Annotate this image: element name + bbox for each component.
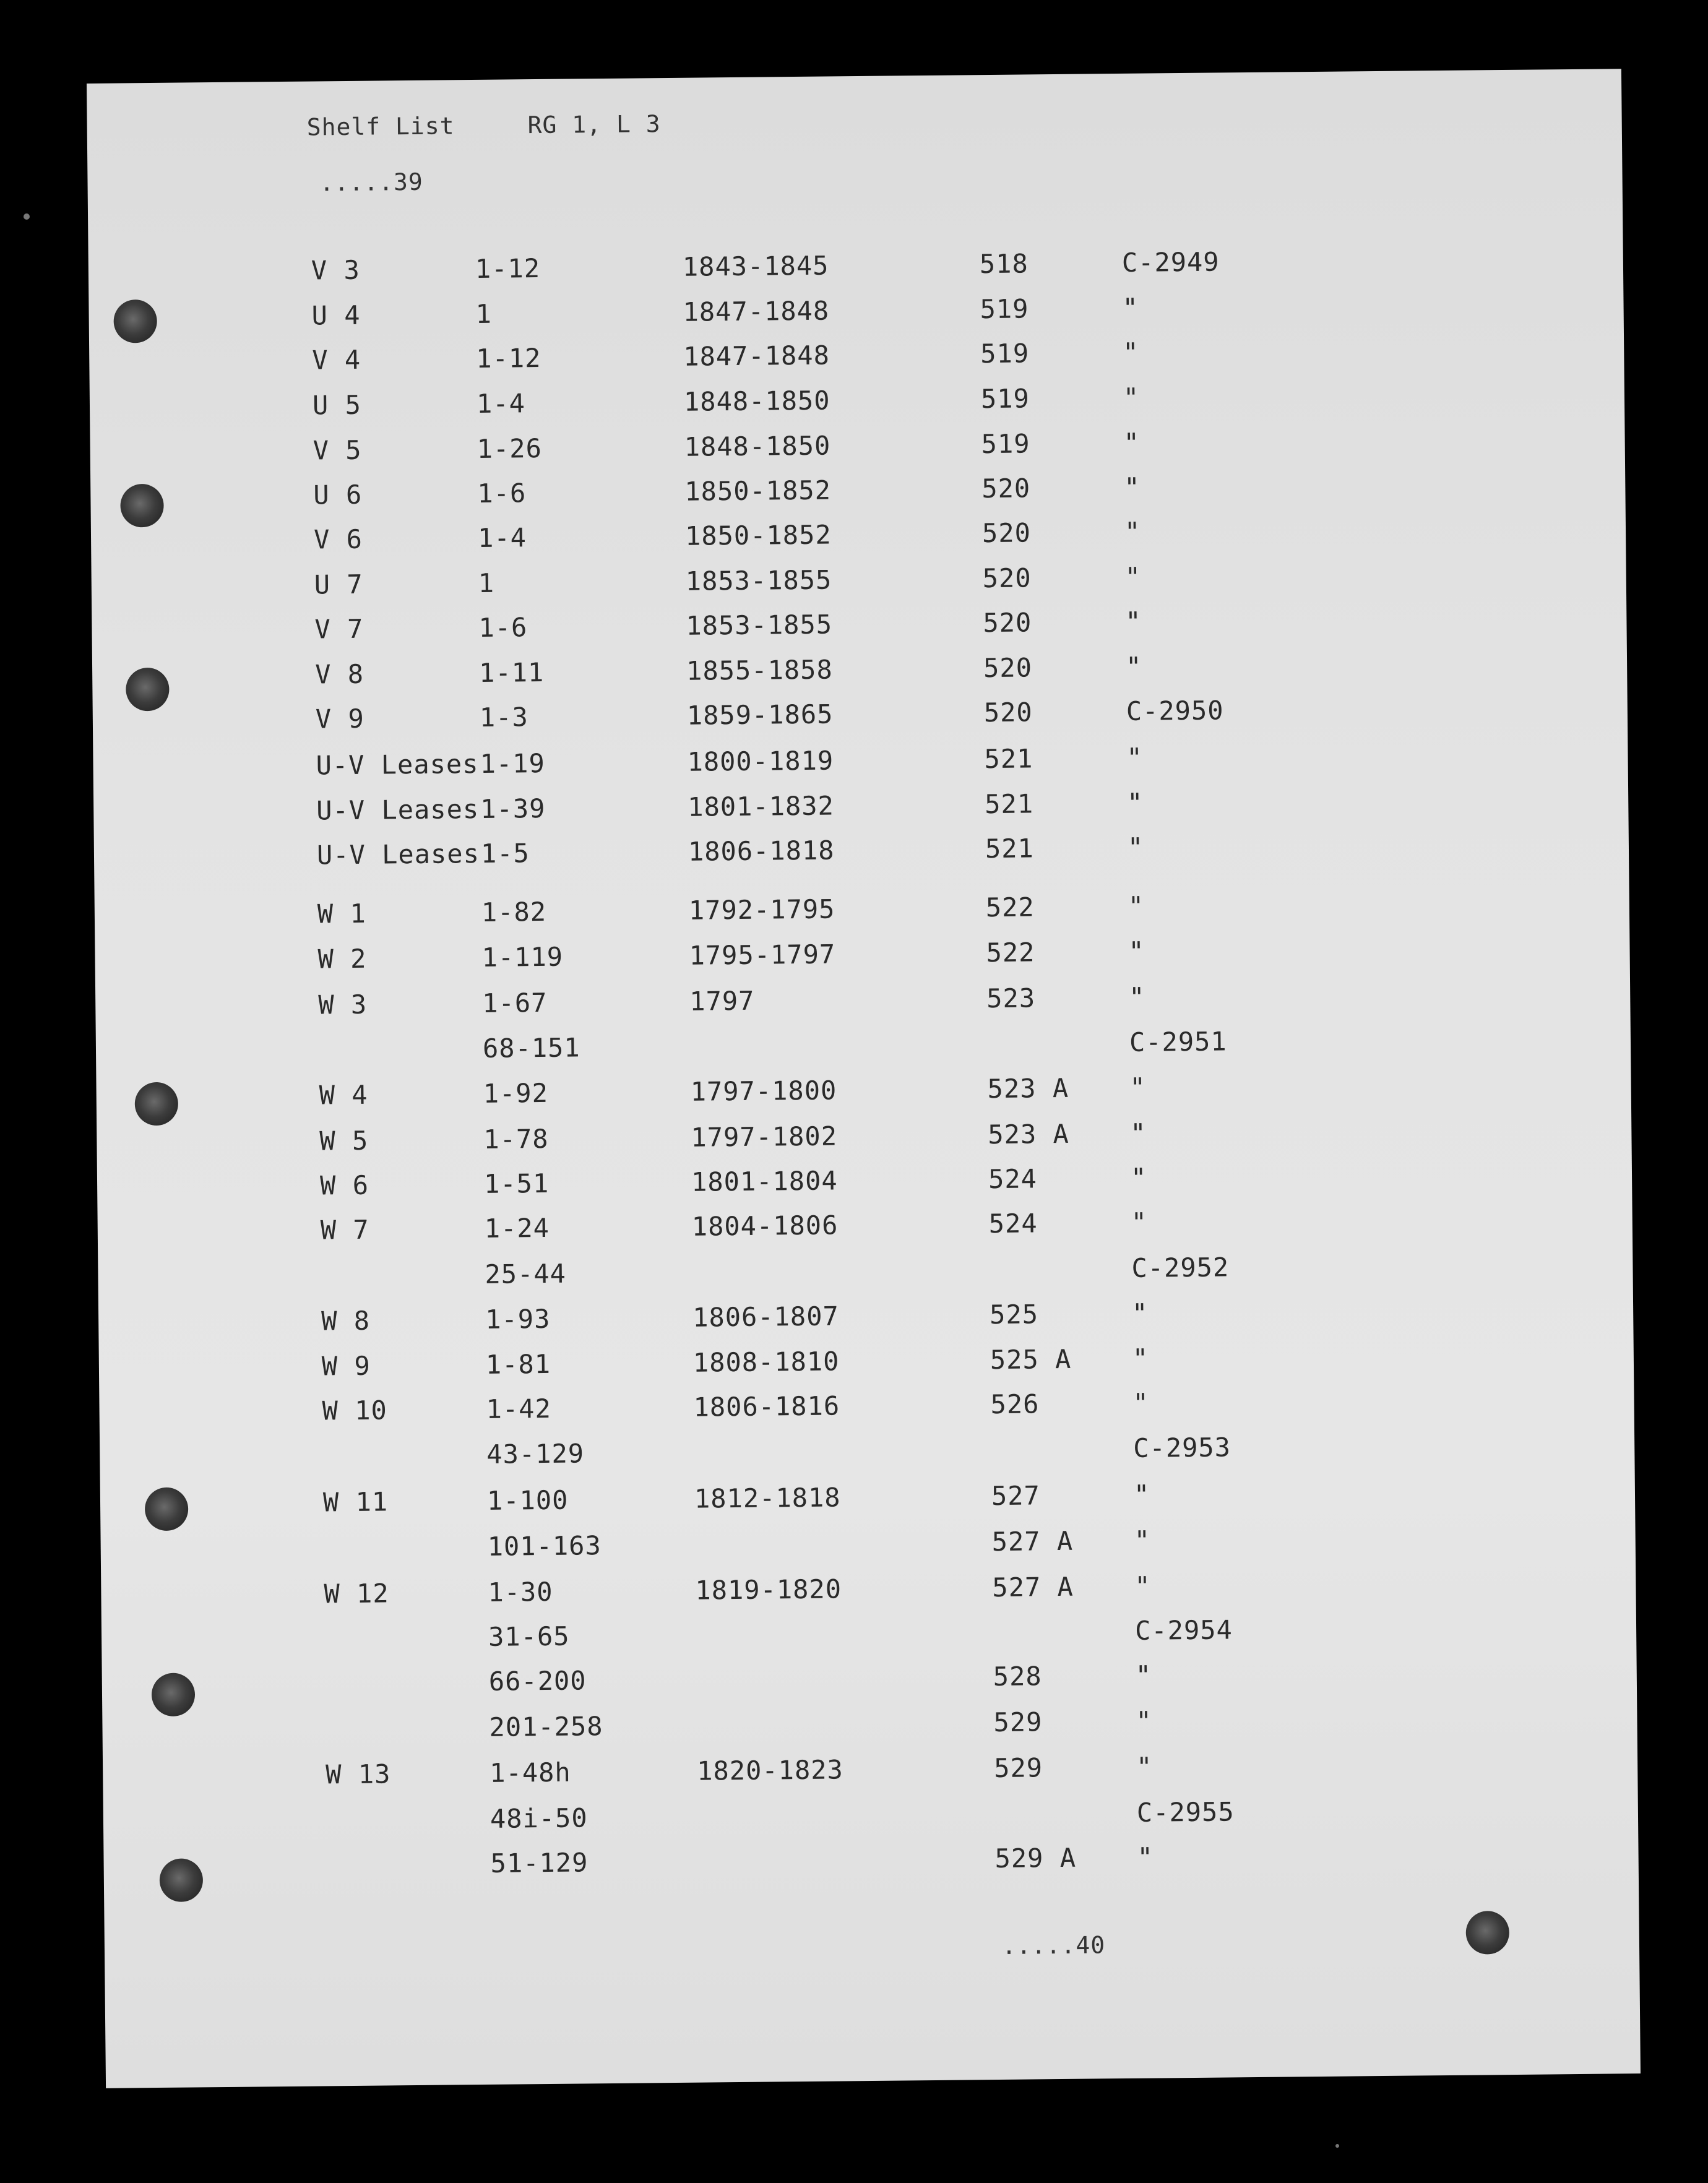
series-cell: U-V Leases — [316, 793, 480, 826]
record-group-reference: RG 1, L 3 — [527, 110, 661, 139]
table-row — [99, 1341, 1634, 1387]
table-row — [103, 1749, 1637, 1795]
volume-cell: 527 A — [991, 1525, 1074, 1557]
volume-cell: 520 — [981, 473, 1031, 504]
table-row — [92, 559, 1626, 605]
table-row — [92, 649, 1627, 695]
item-range-cell: 1 — [478, 567, 495, 598]
volume-cell: 523 A — [988, 1118, 1070, 1150]
date-range-cell: 1848-1850 — [684, 430, 831, 462]
series-cell: V 3 — [311, 254, 361, 286]
table-row — [97, 1070, 1631, 1116]
table-row — [98, 1296, 1633, 1341]
series-cell: W 8 — [321, 1305, 371, 1337]
microfilm-reel-cell: " — [1127, 787, 1144, 818]
volume-cell: 523 A — [987, 1072, 1069, 1104]
volume-cell: 524 — [988, 1208, 1038, 1239]
table-row — [101, 1569, 1636, 1614]
continued-to-page: .....40 — [1001, 1931, 1106, 1960]
table-row — [91, 514, 1626, 560]
item-range-cell: 1-3 — [479, 702, 528, 733]
continued-from-page: .....39 — [319, 168, 423, 197]
date-range-cell: 1853-1855 — [686, 609, 833, 641]
item-range-cell: 1-24 — [484, 1212, 550, 1244]
table-row — [103, 1795, 1638, 1841]
series-cell: V 6 — [313, 523, 363, 555]
volume-cell: 521 — [985, 788, 1034, 820]
item-range-cell: 1-4 — [476, 388, 526, 419]
microfilm-reel-cell: C-2953 — [1133, 1432, 1231, 1463]
table-row — [102, 1703, 1637, 1749]
microfilm-reel-cell: " — [1122, 292, 1139, 323]
table-row — [97, 1160, 1632, 1206]
volume-cell: 527 — [991, 1480, 1041, 1512]
date-range-cell: 1806-1807 — [692, 1301, 839, 1333]
series-cell: U 5 — [312, 389, 362, 421]
date-range-cell: 1847-1848 — [683, 340, 830, 372]
microfilm-reel-cell: " — [1128, 890, 1145, 921]
punch-hole — [1465, 1911, 1509, 1955]
table-row — [94, 830, 1629, 876]
table-row — [88, 290, 1623, 336]
table-row — [93, 694, 1628, 739]
volume-cell: 519 — [980, 293, 1029, 325]
item-range-cell: 25-44 — [485, 1258, 567, 1290]
volume-cell: 529 — [993, 1752, 1043, 1784]
table-row — [97, 1116, 1631, 1161]
volume-cell: 528 — [993, 1661, 1042, 1692]
volume-cell: 520 — [982, 562, 1032, 594]
table-row — [100, 1477, 1635, 1523]
table-row — [102, 1658, 1637, 1703]
item-range-cell: 1-30 — [488, 1576, 553, 1608]
volume-cell: 519 — [980, 338, 1030, 369]
date-range-cell: 1801-1832 — [688, 790, 835, 822]
item-range-cell: 68-151 — [482, 1032, 580, 1064]
item-range-cell: 51-129 — [490, 1847, 589, 1879]
table-row — [93, 785, 1628, 831]
series-cell: W 11 — [322, 1486, 389, 1518]
volume-cell: 527 A — [992, 1571, 1074, 1603]
date-range-cell: 1797-1800 — [690, 1075, 837, 1107]
microfilm-reel-cell: " — [1129, 1072, 1147, 1103]
series-cell: V 8 — [314, 658, 364, 690]
microfilm-reel-cell: " — [1128, 936, 1145, 967]
microfilm-reel-cell: " — [1132, 1343, 1149, 1374]
document-page — [87, 69, 1641, 2088]
table-row — [93, 740, 1628, 786]
table-row — [95, 889, 1629, 934]
table-row — [90, 425, 1625, 471]
volume-cell: 520 — [981, 517, 1032, 549]
microfilm-reel-cell: " — [1123, 382, 1140, 413]
date-range-cell: 1806-1816 — [693, 1390, 840, 1423]
date-range-cell: 1853-1855 — [685, 564, 832, 596]
table-row — [92, 604, 1626, 650]
shelf-list-title: Shelf List — [306, 112, 455, 141]
item-range-cell: 1-11 — [478, 657, 545, 688]
volume-cell: 525 A — [990, 1343, 1072, 1376]
item-range-cell: 1-81 — [485, 1348, 551, 1380]
microfilm-reel-cell: " — [1124, 516, 1141, 547]
item-range-cell: 31-65 — [488, 1621, 570, 1652]
date-range-cell: 1806-1818 — [688, 835, 835, 867]
item-range-cell: 48i-50 — [490, 1802, 588, 1834]
table-row — [96, 1025, 1631, 1070]
volume-cell: 529 — [993, 1707, 1043, 1738]
volume-cell: 521 — [985, 833, 1035, 864]
table-row — [89, 335, 1624, 381]
microfilm-reel-cell: " — [1137, 1841, 1154, 1872]
date-range-cell: 1797 — [689, 985, 755, 1017]
volume-cell: 525 — [989, 1299, 1039, 1330]
series-cell: V 4 — [312, 344, 361, 376]
volume-cell: 519 — [980, 383, 1030, 415]
table-row — [100, 1431, 1634, 1476]
microfilm-reel-cell: " — [1131, 1298, 1149, 1328]
microfilm-reel-cell: C-2955 — [1136, 1796, 1235, 1828]
microfilm-reel-cell: " — [1124, 561, 1142, 592]
microfilm-reel-cell: " — [1132, 1387, 1150, 1418]
series-cell: W 5 — [319, 1125, 369, 1156]
date-range-cell: 1795-1797 — [689, 939, 836, 971]
date-range-cell: 1850-1852 — [684, 519, 832, 551]
date-range-cell: 1843-1845 — [682, 250, 829, 282]
table-row — [99, 1385, 1634, 1431]
date-range-cell: 1848-1850 — [683, 385, 830, 417]
table-row — [95, 980, 1630, 1025]
date-range-cell: 1797-1802 — [691, 1121, 838, 1153]
microfilm-reel-cell: C-2950 — [1126, 695, 1224, 726]
microfilm-reel-cell: C-2951 — [1129, 1026, 1227, 1057]
scan-speck — [24, 213, 30, 220]
series-cell: W 1 — [317, 898, 366, 929]
volume-cell: 522 — [986, 937, 1035, 968]
item-range-cell: 1-100 — [486, 1484, 569, 1516]
table-row — [98, 1205, 1633, 1251]
item-range-cell: 1-39 — [480, 793, 546, 824]
series-cell: U 4 — [311, 299, 361, 331]
microfilm-reel-cell: " — [1131, 1207, 1148, 1238]
microfilm-reel-cell: " — [1136, 1705, 1153, 1736]
microfilm-reel-cell: " — [1134, 1570, 1151, 1601]
table-row — [103, 1840, 1638, 1885]
item-range-cell: 1-6 — [477, 478, 527, 509]
series-cell: V 5 — [313, 434, 362, 466]
item-range-cell: 1-92 — [483, 1077, 549, 1109]
table-row — [88, 245, 1623, 291]
item-range-cell: 1-119 — [481, 941, 564, 973]
date-range-cell: 1819-1820 — [695, 1574, 842, 1606]
microfilm-reel-cell: " — [1136, 1751, 1153, 1782]
series-cell: U-V Leases — [316, 748, 479, 781]
series-cell: U 7 — [314, 569, 363, 600]
microfilm-reel-cell: C-2952 — [1131, 1252, 1230, 1283]
volume-cell: 521 — [984, 743, 1033, 775]
date-range-cell: 1812-1818 — [694, 1482, 841, 1514]
microfilm-reel-cell: " — [1125, 606, 1142, 637]
item-range-cell: 1-12 — [475, 252, 541, 284]
series-cell: U-V Leases — [316, 838, 480, 871]
item-range-cell: 101-163 — [487, 1530, 602, 1562]
volume-cell: 519 — [981, 428, 1030, 460]
series-cell: V 9 — [315, 703, 364, 734]
table-row — [90, 470, 1625, 515]
microfilm-reel-cell: " — [1133, 1479, 1150, 1510]
date-range-cell: 1801-1804 — [691, 1165, 838, 1197]
item-range-cell: 66-200 — [488, 1665, 587, 1697]
item-range-cell: 1-48h — [490, 1757, 571, 1788]
date-range-cell: 1808-1810 — [692, 1346, 840, 1378]
item-range-cell: 1-93 — [485, 1303, 551, 1335]
item-range-cell: 1-26 — [477, 433, 543, 464]
date-range-cell: 1800-1819 — [687, 745, 834, 777]
microfilm-reel-cell: " — [1125, 651, 1142, 682]
volume-cell: 526 — [990, 1389, 1040, 1420]
microfilm-reel-cell: " — [1127, 832, 1144, 863]
item-range-cell: 201-258 — [489, 1711, 603, 1742]
series-cell: W 3 — [318, 989, 368, 1020]
microfilm-reel-cell: " — [1130, 1117, 1147, 1148]
item-range-cell: 1-6 — [478, 612, 528, 643]
series-cell: W 12 — [324, 1578, 389, 1609]
volume-cell: 520 — [983, 697, 1033, 728]
item-range-cell: 1-19 — [480, 747, 545, 779]
microfilm-reel-cell: " — [1124, 471, 1141, 502]
microfilm-reel-cell: " — [1123, 337, 1139, 368]
microfilm-reel-cell: C-2949 — [1121, 246, 1220, 278]
item-range-cell: 1-4 — [477, 522, 527, 553]
item-range-cell: 1-78 — [483, 1123, 549, 1155]
series-cell: W 4 — [319, 1079, 368, 1111]
microfilm-reel-cell: " — [1135, 1660, 1152, 1690]
series-cell: W 13 — [326, 1759, 391, 1790]
microfilm-reel-cell: " — [1134, 1525, 1151, 1556]
date-range-cell: 1804-1806 — [691, 1210, 839, 1242]
scan-speck — [1335, 2144, 1339, 2148]
volume-cell: 522 — [985, 892, 1035, 923]
series-cell: W 7 — [320, 1214, 369, 1246]
volume-cell: 524 — [988, 1163, 1038, 1195]
item-range-cell: 1-67 — [482, 987, 548, 1018]
series-cell: W 2 — [317, 943, 367, 975]
table-row — [101, 1613, 1636, 1659]
item-range-cell: 1 — [475, 298, 493, 329]
item-range-cell: 43-129 — [486, 1438, 585, 1470]
volume-cell: 518 — [979, 248, 1029, 280]
date-range-cell: 1850-1852 — [684, 475, 832, 507]
microfilm-reel-cell: " — [1126, 742, 1144, 773]
table-row — [90, 380, 1624, 426]
table-row — [101, 1523, 1636, 1569]
volume-cell: 529 A — [994, 1842, 1077, 1874]
microfilm-reel-cell: " — [1130, 1162, 1147, 1193]
microfilm-reel-cell: " — [1123, 427, 1141, 458]
microfilm-reel-cell: " — [1129, 981, 1145, 1012]
item-range-cell: 1-5 — [480, 838, 530, 869]
series-cell: W 9 — [321, 1350, 371, 1382]
series-cell: W 6 — [319, 1169, 369, 1201]
item-range-cell: 1-82 — [481, 896, 547, 928]
item-range-cell: 1-12 — [476, 342, 541, 374]
date-range-cell: 1859-1865 — [686, 699, 834, 731]
microfilm-reel-cell: C-2954 — [1134, 1614, 1233, 1646]
series-cell: W 10 — [322, 1395, 387, 1426]
table-row — [98, 1251, 1633, 1296]
date-range-cell: 1847-1848 — [683, 295, 830, 327]
date-range-cell: 1855-1858 — [686, 654, 833, 686]
table-row — [95, 934, 1629, 980]
date-range-cell: 1820-1823 — [696, 1754, 844, 1786]
series-cell: V 7 — [314, 613, 364, 645]
series-cell: U 6 — [313, 479, 363, 510]
item-range-cell: 1-51 — [483, 1168, 550, 1199]
date-range-cell: 1792-1795 — [688, 893, 835, 926]
item-range-cell: 1-42 — [486, 1393, 551, 1424]
volume-cell: 523 — [986, 983, 1036, 1014]
volume-cell: 520 — [983, 652, 1033, 684]
volume-cell: 520 — [983, 607, 1032, 639]
